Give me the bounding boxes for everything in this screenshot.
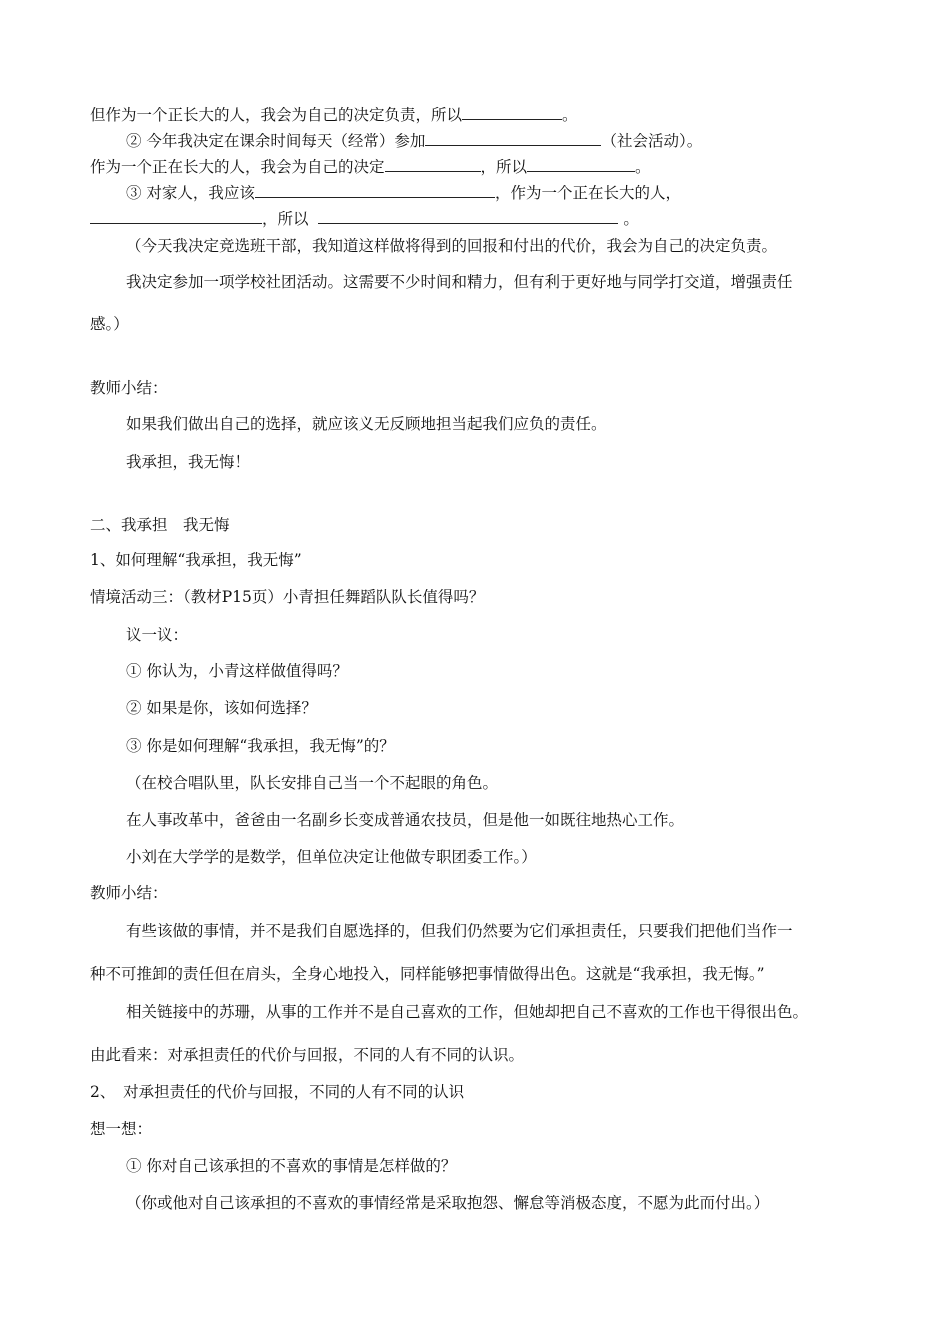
section-label: 教师小结： <box>90 884 168 902</box>
text-line <box>90 208 639 229</box>
text-segment: 作为一个正在长大的人，我会为自己的决定 <box>90 158 385 176</box>
text-line: 如果我们做出自己的选择，就应该义无反顾地担当起我们应负的责任。 <box>126 415 607 433</box>
text-segment: ，所以 <box>262 210 309 228</box>
fill-blank[interactable] <box>425 130 601 146</box>
text-line: 相关链接中的苏珊，从事的工作并不是自己喜欢的工作，但她却把自己不喜欢的工作也干得很出色。 <box>126 1003 809 1021</box>
list-item: ② 如果是你，该如何选择？ <box>126 699 317 717</box>
text-line: （你或他对自己该承担的不喜欢的事情经常是采取抱怨、懈怠等消极态度，不愿为此而付出。） <box>126 1194 770 1212</box>
section-label: 想一想： <box>90 1120 153 1138</box>
text-line <box>126 182 681 203</box>
fill-blank[interactable] <box>318 208 618 224</box>
section-heading: 二、我承担 我无悔 <box>90 516 230 534</box>
section-label: 教师小结： <box>90 379 168 397</box>
text-line: 情境活动三：（教材P15页）小青担任舞蹈队队长值得吗？ <box>90 588 485 606</box>
text-line: 小刘在大学学的是数学，但单位决定让他做专职团委工作。） <box>126 848 537 866</box>
text-segment: ② 今年我决定在课余时间每天（经常）参加 <box>126 132 426 150</box>
text-segment: （社会活动）。 <box>601 132 703 150</box>
text-segment: ，作为一个正在长大的人， <box>494 184 681 202</box>
text-line <box>90 104 578 125</box>
text-segment: ③ 对家人，我应该 <box>126 184 255 202</box>
text-segment: 但作为一个正长大的人，我会为自己的决定负责，所以 <box>90 106 463 124</box>
text-line: 我决定参加一项学校社团活动。这需要不少时间和精力，但有利于更好地与同学打交道，增强责任 <box>126 273 793 291</box>
text-line: 有些该做的事情，并不是我们自愿选择的，但我们仍然要为它们承担责任，只要我们把他们当作一 <box>126 922 793 940</box>
fill-blank[interactable] <box>462 104 562 120</box>
text-segment: ，所以 <box>480 158 528 176</box>
fill-blank[interactable] <box>527 156 635 172</box>
fill-blank[interactable] <box>255 182 495 198</box>
list-item: ③ 你是如何理解“我承担，我无悔”的？ <box>126 737 395 755</box>
text-line: 在人事改革中，爸爸由一名副乡长变成普通农技员，但是他一如既往地热心工作。 <box>126 811 685 829</box>
text-segment: 。 <box>623 210 639 228</box>
text-line <box>126 130 702 151</box>
text-line: 议一议： <box>126 626 189 644</box>
text-line: 由此看来：对承担责任的代价与回报，不同的人有不同的认识。 <box>90 1046 525 1064</box>
text-segment: 。 <box>562 106 578 124</box>
fill-blank[interactable] <box>385 156 481 172</box>
list-item: ① 你对自己该承担的不喜欢的事情是怎样做的？ <box>126 1157 457 1175</box>
text-line <box>90 156 651 177</box>
text-line: 感。） <box>90 315 129 333</box>
list-item: ① 你认为，小青这样做值得吗？ <box>126 662 348 680</box>
subsection-heading: 1、如何理解“我承担，我无悔” <box>90 551 302 569</box>
subsection-heading: 2、 对承担责任的代价与回报，不同的人有不同的认识 <box>90 1083 465 1101</box>
text-line: （今天我决定竞选班干部，我知道这样做将得到的回报和付出的代价，我会为自己的决定负责。 <box>126 237 778 255</box>
text-line: 种不可推卸的责任但在肩头，全身心地投入，同样能够把事情做得出色。这就是“我承担，我无悔。” <box>90 965 765 983</box>
text-line: 我承担，我无悔！ <box>126 453 251 471</box>
fill-blank[interactable] <box>90 208 262 224</box>
text-line: （在校合唱队里，队长安排自己当一个不起眼的角色。 <box>126 774 499 792</box>
text-segment: 。 <box>635 158 651 176</box>
